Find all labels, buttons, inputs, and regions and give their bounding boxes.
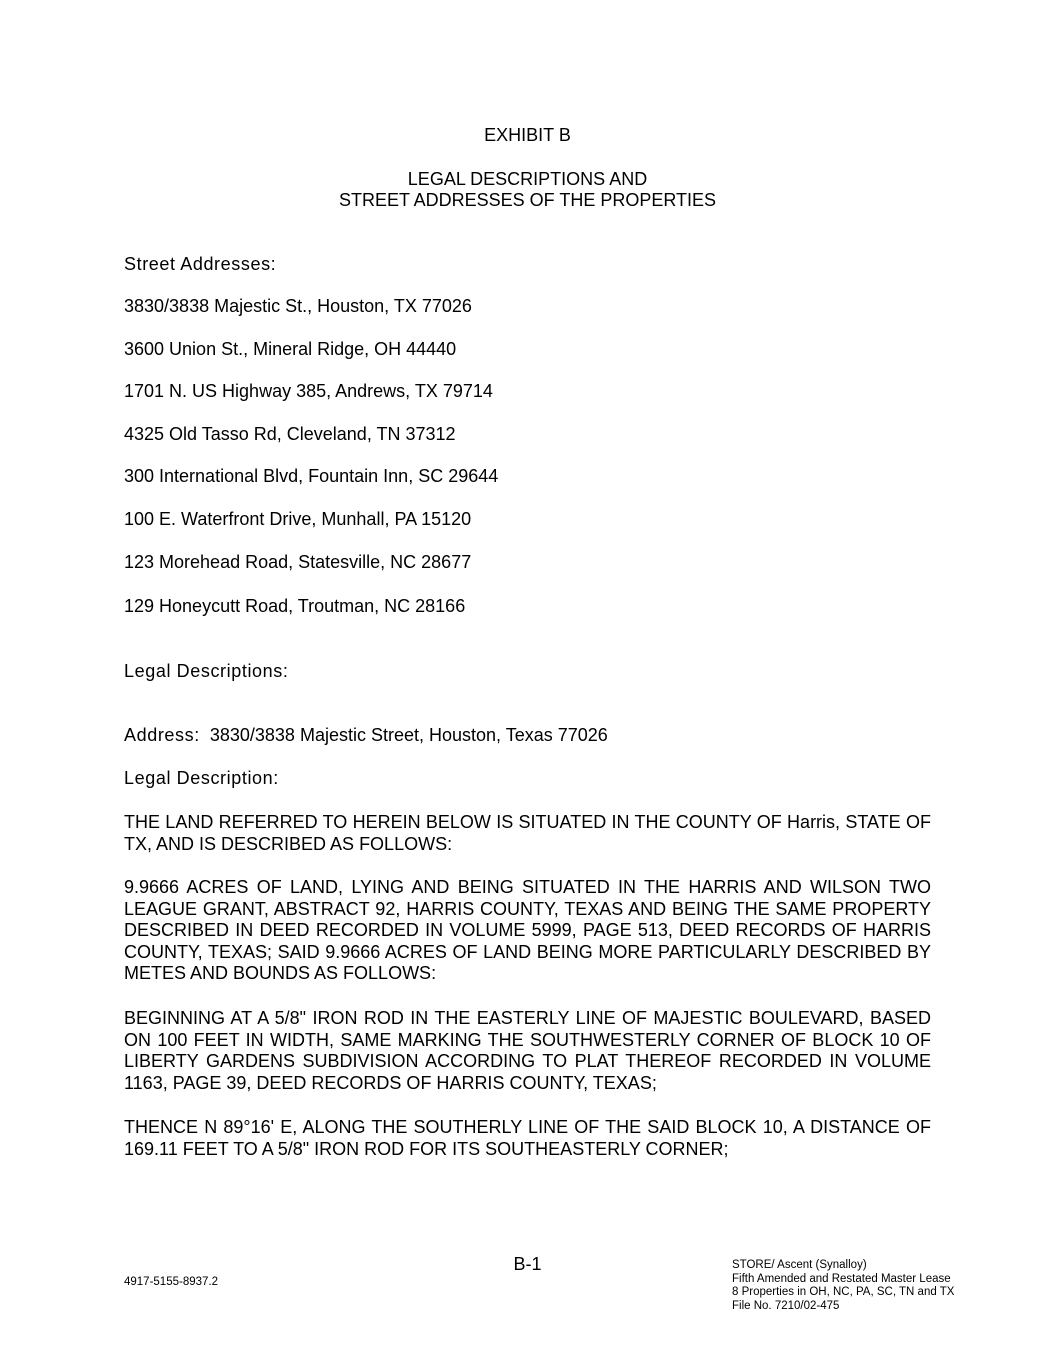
street-address: 4325 Old Tasso Rd, Cleveland, TN 37312	[124, 424, 456, 444]
footer-line: Fifth Amended and Restated Master Lease	[732, 1272, 951, 1285]
address-label: Address:	[124, 725, 200, 745]
page-number: B-1	[513, 1254, 542, 1274]
property-address	[124, 725, 931, 747]
paragraph: 9.9666 ACRES OF LAND, LYING AND BEING SITUATED IN THE HARRIS AND WILSON TWO LEAGUE GRANT, ABSTRACT 92, HARRIS COUNTY, TEXAS AND BEING THE SAME PROPERTY DESCRIBED IN DEED RECORDED IN VOLUME 5999, PAGE 513, DEED RECORDS OF HARRIS COUNTY, TEXAS; SAID 9.9666 ACRES OF LAND BEING MORE PARTICULARLY DESCRIBED BY METES AND BOUNDS AS FOLLOWS:	[124, 877, 931, 983]
paragraph: THENCE N 89°16' E, ALONG THE SOUTHERLY LINE OF THE SAID BLOCK 10, A DISTANCE OF 169.11 FEET TO A 5/8" IRON ROD FOR ITS SOUTHEASTERLY CORNER;	[124, 1117, 931, 1159]
subtitle-line-2: STREET ADDRESSES OF THE PROPERTIES	[338, 190, 717, 210]
address-value: 3830/3838 Majestic Street, Houston, Texas 77026	[209, 725, 608, 745]
subtitle-line-1: LEGAL DESCRIPTIONS AND	[407, 169, 648, 189]
footer-line: STORE/ Ascent (Synalloy)	[732, 1259, 867, 1271]
legal-description-label: Legal Description:	[124, 768, 279, 788]
exhibit-title: EXHIBIT B	[484, 125, 571, 145]
street-address: 300 International Blvd, Fountain Inn, SC 29644	[124, 466, 499, 486]
footer-right	[732, 1259, 954, 1313]
street-address: 1701 N. US Highway 385, Andrews, TX 79714	[124, 381, 493, 401]
footer-line: File No. 7210/02-475	[732, 1299, 840, 1312]
street-address: 100 E. Waterfront Drive, Munhall, PA 15120	[124, 509, 472, 529]
paragraph: BEGINNING AT A 5/8" IRON ROD IN THE EASTERLY LINE OF MAJESTIC BOULEVARD, BASED ON 100 FEET IN WIDTH, SAME MARKING THE SOUTHWESTERLY CORNER OF BLOCK 10 OF LIBERTY GARDENS SUBDIVISION ACCORDING TO PLAT THEREOF RECORDED IN VOLUME 1163, PAGE 39, DEED RECORDS OF HARRIS COUNTY, TEXAS;	[124, 1008, 931, 1093]
document-id: 4917-5155-8937.2	[124, 1276, 218, 1288]
street-address: 3600 Union St., Mineral Ridge, OH 44440	[124, 339, 457, 359]
footer-line: 8 Properties in OH, NC, PA, SC, TN and TX	[732, 1286, 955, 1298]
street-address: 129 Honeycutt Road, Troutman, NC 28166	[124, 596, 466, 616]
street-address: 123 Morehead Road, Statesville, NC 28677	[124, 552, 472, 572]
street-addresses-label: Street Addresses:	[124, 254, 277, 274]
street-address: 3830/3838 Majestic St., Houston, TX 77026	[124, 296, 472, 316]
paragraph: THE LAND REFERRED TO HEREIN BELOW IS SITUATED IN THE COUNTY OF Harris, STATE OF TX, AND IS DESCRIBED AS FOLLOWS:	[124, 812, 931, 854]
legal-descriptions-label: Legal Descriptions:	[124, 661, 289, 681]
